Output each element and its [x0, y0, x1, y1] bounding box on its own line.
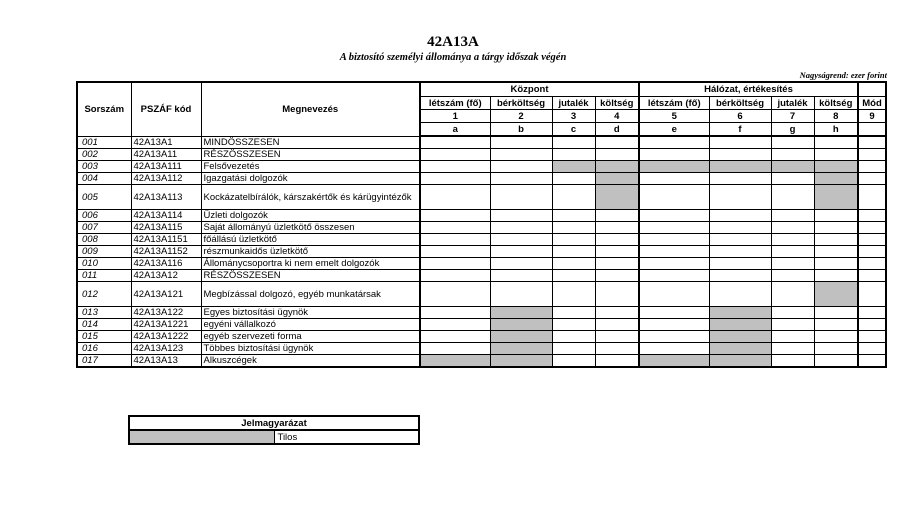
data-cell-9[interactable]: [858, 136, 886, 149]
data-cell-2[interactable]: [490, 210, 552, 222]
data-cell-8[interactable]: [814, 343, 858, 355]
data-cell-1[interactable]: [420, 343, 490, 355]
data-cell-8[interactable]: [814, 355, 858, 368]
data-cell-6[interactable]: [709, 246, 771, 258]
legend-swatch: [129, 430, 274, 444]
col-header-1: létszám (fő): [420, 97, 490, 110]
data-cell-7[interactable]: [771, 234, 814, 246]
data-cell-7[interactable]: [771, 343, 814, 355]
data-cell-6: [709, 355, 771, 368]
data-cell-2[interactable]: [490, 270, 552, 282]
data-cell-8: [814, 185, 858, 210]
col-header-2: bérköltség: [490, 97, 552, 110]
data-cell-3[interactable]: [552, 258, 595, 270]
col-letter-2: b: [490, 123, 552, 137]
row-megnevezes: Kockázatelbírálók, kárszakértők és kárügyintézők: [201, 185, 420, 210]
data-cell-5[interactable]: [639, 173, 709, 185]
data-cell-5: [639, 355, 709, 368]
data-cell-1[interactable]: [420, 258, 490, 270]
data-cell-8[interactable]: [814, 307, 858, 319]
data-cell-3[interactable]: [552, 331, 595, 343]
table-row: [77, 270, 886, 282]
data-cell-8: [814, 161, 858, 173]
row-sorszam: 017: [77, 355, 131, 368]
data-cell-5[interactable]: [639, 319, 709, 331]
data-cell-1[interactable]: [420, 161, 490, 173]
col-number-5: 5: [639, 110, 709, 123]
data-cell-2: [490, 331, 552, 343]
table-row: [77, 161, 886, 173]
data-cell-2: [490, 319, 552, 331]
data-cell-7[interactable]: [771, 355, 814, 368]
data-cell-3[interactable]: [552, 234, 595, 246]
table-row: [77, 149, 886, 161]
row-megnevezes: MINDÖSSZESEN: [201, 136, 420, 149]
data-cell-3[interactable]: [552, 355, 595, 368]
data-cell-3[interactable]: [552, 282, 595, 307]
data-cell-5[interactable]: [639, 270, 709, 282]
data-cell-1[interactable]: [420, 282, 490, 307]
data-cell-5[interactable]: [639, 246, 709, 258]
data-cell-8[interactable]: [814, 222, 858, 234]
table-row: [77, 210, 886, 222]
row-megnevezes: Üzleti dolgozók: [201, 210, 420, 222]
data-cell-1[interactable]: [420, 210, 490, 222]
row-megnevezes: Állománycsoportra ki nem emelt dolgozók: [201, 258, 420, 270]
col-number-8: 8: [814, 110, 858, 123]
row-pszaf-kod: 42A13A1151: [131, 234, 201, 246]
data-cell-4[interactable]: [595, 210, 639, 222]
col-number-4: 4: [595, 110, 639, 123]
data-cell-7[interactable]: [771, 307, 814, 319]
row-pszaf-kod: 42A13A1: [131, 136, 201, 149]
data-cell-4[interactable]: [595, 222, 639, 234]
col-number-7: 7: [771, 110, 814, 123]
data-cell-9[interactable]: [858, 355, 886, 368]
row-sorszam: 012: [77, 282, 131, 307]
row-megnevezes: Saját állományú üzletkötő összesen: [201, 222, 420, 234]
data-cell-8: [814, 173, 858, 185]
data-cell-1[interactable]: [420, 331, 490, 343]
data-cell-5[interactable]: [639, 258, 709, 270]
data-cell-7[interactable]: [771, 331, 814, 343]
data-cell-1[interactable]: [420, 185, 490, 210]
data-cell-9[interactable]: [858, 149, 886, 161]
col-number-6: 6: [709, 110, 771, 123]
row-pszaf-kod: 42A13A114: [131, 210, 201, 222]
row-sorszam: 014: [77, 319, 131, 331]
row-megnevezes: egyéb szervezeti forma: [201, 331, 420, 343]
table-row: [77, 343, 886, 355]
data-cell-4[interactable]: [595, 343, 639, 355]
table-row: [77, 331, 886, 343]
data-cell-6: [709, 343, 771, 355]
data-cell-9[interactable]: [858, 319, 886, 331]
data-cell-9[interactable]: [858, 343, 886, 355]
group-header-kozpont: Központ: [420, 82, 639, 97]
row-sorszam: 009: [77, 246, 131, 258]
row-pszaf-kod: 42A13A115: [131, 222, 201, 234]
data-cell-9[interactable]: [858, 270, 886, 282]
data-cell-1[interactable]: [420, 270, 490, 282]
data-cell-6[interactable]: [709, 136, 771, 149]
table-row: [77, 222, 886, 234]
data-cell-3[interactable]: [552, 246, 595, 258]
unit-note: Nagyságrend: ezer forint: [799, 70, 887, 80]
data-cell-8[interactable]: [814, 270, 858, 282]
row-pszaf-kod: 42A13A1152: [131, 246, 201, 258]
page-subtitle: A biztosító személyi állománya a tárgy időszak végén: [339, 52, 567, 63]
data-cell-4[interactable]: [595, 282, 639, 307]
table-row: [77, 136, 886, 149]
data-cell-8[interactable]: [814, 210, 858, 222]
data-cell-4[interactable]: [595, 307, 639, 319]
col-letter-6: f: [709, 123, 771, 137]
row-megnevezes: Felsővezetés: [201, 161, 420, 173]
col-header-8: költség: [814, 97, 858, 110]
data-cell-3[interactable]: [552, 173, 595, 185]
data-cell-2[interactable]: [490, 246, 552, 258]
data-cell-2: [490, 343, 552, 355]
legend-title: Jelmagyarázat: [129, 416, 419, 430]
data-cell-6[interactable]: [709, 282, 771, 307]
data-cell-3[interactable]: [552, 185, 595, 210]
data-cell-9[interactable]: [858, 282, 886, 307]
row-pszaf-kod: 42A13A123: [131, 343, 201, 355]
data-cell-2[interactable]: [490, 185, 552, 210]
data-cell-8[interactable]: [814, 234, 858, 246]
col-letter-8: h: [814, 123, 858, 137]
data-cell-3: [552, 161, 595, 173]
col-number-3: 3: [552, 110, 595, 123]
data-cell-5[interactable]: [639, 282, 709, 307]
data-cell-1[interactable]: [420, 222, 490, 234]
col-number-1: 1: [420, 110, 490, 123]
col-letter-5: e: [639, 123, 709, 137]
data-cell-4[interactable]: [595, 136, 639, 149]
data-cell-7[interactable]: [771, 136, 814, 149]
data-cell-7[interactable]: [771, 185, 814, 210]
data-cell-9[interactable]: [858, 161, 886, 173]
table-row: [77, 258, 886, 270]
data-cell-7[interactable]: [771, 222, 814, 234]
table-row: [77, 355, 886, 368]
data-cell-4[interactable]: [595, 331, 639, 343]
data-cell-5[interactable]: [639, 234, 709, 246]
data-cell-3[interactable]: [552, 307, 595, 319]
data-cell-1: [420, 355, 490, 368]
data-cell-5[interactable]: [639, 185, 709, 210]
data-cell-1[interactable]: [420, 234, 490, 246]
data-cell-5[interactable]: [639, 222, 709, 234]
row-sorszam: 011: [77, 270, 131, 282]
data-table: [76, 81, 887, 368]
data-cell-1[interactable]: [420, 307, 490, 319]
row-pszaf-kod: 42A13A116: [131, 258, 201, 270]
data-cell-5: [639, 161, 709, 173]
data-cell-7[interactable]: [771, 210, 814, 222]
data-cell-6[interactable]: [709, 185, 771, 210]
legend-tilos-label: Tilos: [274, 430, 419, 444]
data-cell-9[interactable]: [858, 210, 886, 222]
data-cell-3[interactable]: [552, 222, 595, 234]
table-row: [77, 246, 886, 258]
data-cell-7: [771, 161, 814, 173]
col-letter-3: c: [552, 123, 595, 137]
data-cell-7[interactable]: [771, 319, 814, 331]
col-letter-1: a: [420, 123, 490, 137]
row-pszaf-kod: 42A13A121: [131, 282, 201, 307]
data-cell-2[interactable]: [490, 258, 552, 270]
data-cell-4[interactable]: [595, 319, 639, 331]
col-header-9: Mód: [858, 97, 886, 110]
data-cell-2[interactable]: [490, 149, 552, 161]
row-megnevezes: Igazgatási dolgozók: [201, 173, 420, 185]
data-cell-4[interactable]: [595, 149, 639, 161]
data-cell-4[interactable]: [595, 270, 639, 282]
col-header-megnevezes: Megnevezés: [201, 82, 420, 136]
data-cell-7[interactable]: [771, 246, 814, 258]
row-megnevezes: egyéni vállalkozó: [201, 319, 420, 331]
data-cell-3[interactable]: [552, 210, 595, 222]
table-row: [77, 282, 886, 307]
data-cell-6[interactable]: [709, 210, 771, 222]
col-header-3: jutalék: [552, 97, 595, 110]
data-cell-2[interactable]: [490, 173, 552, 185]
data-cell-4[interactable]: [595, 234, 639, 246]
data-cell-5[interactable]: [639, 331, 709, 343]
data-cell-6: [709, 319, 771, 331]
table-row: [77, 307, 886, 319]
row-sorszam: 007: [77, 222, 131, 234]
data-cell-4: [595, 161, 639, 173]
data-cell-8[interactable]: [814, 149, 858, 161]
col-header-6: bérköltség: [709, 97, 771, 110]
data-cell-3[interactable]: [552, 149, 595, 161]
table-row: [77, 173, 886, 185]
row-sorszam: 005: [77, 185, 131, 210]
data-cell-7[interactable]: [771, 149, 814, 161]
col-header-sorszam: Sorszám: [77, 82, 131, 136]
data-cell-8[interactable]: [814, 331, 858, 343]
row-megnevezes: RÉSZÖSSZESEN: [201, 149, 420, 161]
data-cell-9[interactable]: [858, 246, 886, 258]
data-cell-9[interactable]: [858, 331, 886, 343]
data-cell-1[interactable]: [420, 136, 490, 149]
row-pszaf-kod: 42A13A12: [131, 270, 201, 282]
data-cell-9[interactable]: [858, 173, 886, 185]
row-sorszam: 002: [77, 149, 131, 161]
data-cell-5[interactable]: [639, 307, 709, 319]
row-sorszam: 013: [77, 307, 131, 319]
data-cell-8[interactable]: [814, 246, 858, 258]
row-megnevezes: Egyes biztosítási ügynök: [201, 307, 420, 319]
data-cell-1[interactable]: [420, 173, 490, 185]
row-sorszam: 004: [77, 173, 131, 185]
data-cell-2: [490, 307, 552, 319]
row-pszaf-kod: 42A13A112: [131, 173, 201, 185]
row-megnevezes: részmunkaidős üzletkötő: [201, 246, 420, 258]
col-header-7: jutalék: [771, 97, 814, 110]
row-sorszam: 003: [77, 161, 131, 173]
row-sorszam: 006: [77, 210, 131, 222]
data-cell-1[interactable]: [420, 246, 490, 258]
data-cell-9[interactable]: [858, 307, 886, 319]
data-cell-4[interactable]: [595, 258, 639, 270]
data-cell-6[interactable]: [709, 173, 771, 185]
data-cell-6: [709, 307, 771, 319]
col-letter-4: d: [595, 123, 639, 137]
data-cell-2[interactable]: [490, 234, 552, 246]
col-number-2: 2: [490, 110, 552, 123]
row-sorszam: 001: [77, 136, 131, 149]
row-sorszam: 008: [77, 234, 131, 246]
col-header-5: létszám (fő): [639, 97, 709, 110]
col-letter-7: g: [771, 123, 814, 137]
row-pszaf-kod: 42A13A122: [131, 307, 201, 319]
row-megnevezes: RÉSZÖSSZESEN: [201, 270, 420, 282]
data-cell-7[interactable]: [771, 270, 814, 282]
data-cell-5[interactable]: [639, 149, 709, 161]
page-title: 42A13A: [427, 34, 479, 50]
data-cell-4[interactable]: [595, 355, 639, 368]
data-cell-8: [814, 282, 858, 307]
row-pszaf-kod: 42A13A11: [131, 149, 201, 161]
data-cell-2[interactable]: [490, 161, 552, 173]
data-cell-9[interactable]: [858, 222, 886, 234]
data-cell-7[interactable]: [771, 282, 814, 307]
row-pszaf-kod: 42A13A13: [131, 355, 201, 368]
data-cell-5[interactable]: [639, 136, 709, 149]
data-cell-2[interactable]: [490, 136, 552, 149]
data-cell-6[interactable]: [709, 149, 771, 161]
row-sorszam: 016: [77, 343, 131, 355]
data-cell-7[interactable]: [771, 173, 814, 185]
group-header-halozat: Hálózat, értékesítés: [639, 82, 858, 97]
data-cell-8[interactable]: [814, 319, 858, 331]
table-row: [77, 234, 886, 246]
data-cell-6[interactable]: [709, 234, 771, 246]
data-cell-2[interactable]: [490, 222, 552, 234]
col-number-9: 9: [858, 110, 886, 123]
row-sorszam: 015: [77, 331, 131, 343]
data-cell-6[interactable]: [709, 270, 771, 282]
data-cell-9[interactable]: [858, 185, 886, 210]
data-cell-3[interactable]: [552, 270, 595, 282]
data-cell-4: [595, 185, 639, 210]
table-row: [77, 185, 886, 210]
row-megnevezes: Alkuszcégek: [201, 355, 420, 368]
data-cell-6: [709, 161, 771, 173]
row-megnevezes: Többes biztosítási ügynök: [201, 343, 420, 355]
data-cell-5[interactable]: [639, 343, 709, 355]
data-cell-3[interactable]: [552, 343, 595, 355]
data-cell-6[interactable]: [709, 222, 771, 234]
row-pszaf-kod: 42A13A1221: [131, 319, 201, 331]
data-cell-1[interactable]: [420, 149, 490, 161]
data-cell-5[interactable]: [639, 210, 709, 222]
row-pszaf-kod: 42A13A1222: [131, 331, 201, 343]
data-cell-2: [490, 355, 552, 368]
group-header-empty: [858, 82, 886, 97]
table-row: [77, 319, 886, 331]
data-cell-4[interactable]: [595, 246, 639, 258]
row-pszaf-kod: 42A13A113: [131, 185, 201, 210]
legend-table: [128, 415, 420, 445]
data-cell-3[interactable]: [552, 319, 595, 331]
data-cell-4: [595, 173, 639, 185]
row-sorszam: 010: [77, 258, 131, 270]
data-cell-9[interactable]: [858, 234, 886, 246]
col-header-4: költség: [595, 97, 639, 110]
data-cell-8[interactable]: [814, 136, 858, 149]
row-megnevezes: Megbízással dolgozó, egyéb munkatársak: [201, 282, 420, 307]
data-cell-1[interactable]: [420, 319, 490, 331]
data-cell-3[interactable]: [552, 136, 595, 149]
row-megnevezes: főállású üzletkötő: [201, 234, 420, 246]
col-header-pszaf: PSZÁF kód: [131, 82, 201, 136]
data-cell-2[interactable]: [490, 282, 552, 307]
data-cell-6: [709, 331, 771, 343]
data-cell-7[interactable]: [771, 258, 814, 270]
data-cell-8[interactable]: [814, 258, 858, 270]
col-letter-9: [858, 123, 886, 137]
data-cell-9[interactable]: [858, 258, 886, 270]
row-pszaf-kod: 42A13A111: [131, 161, 201, 173]
data-cell-6[interactable]: [709, 258, 771, 270]
